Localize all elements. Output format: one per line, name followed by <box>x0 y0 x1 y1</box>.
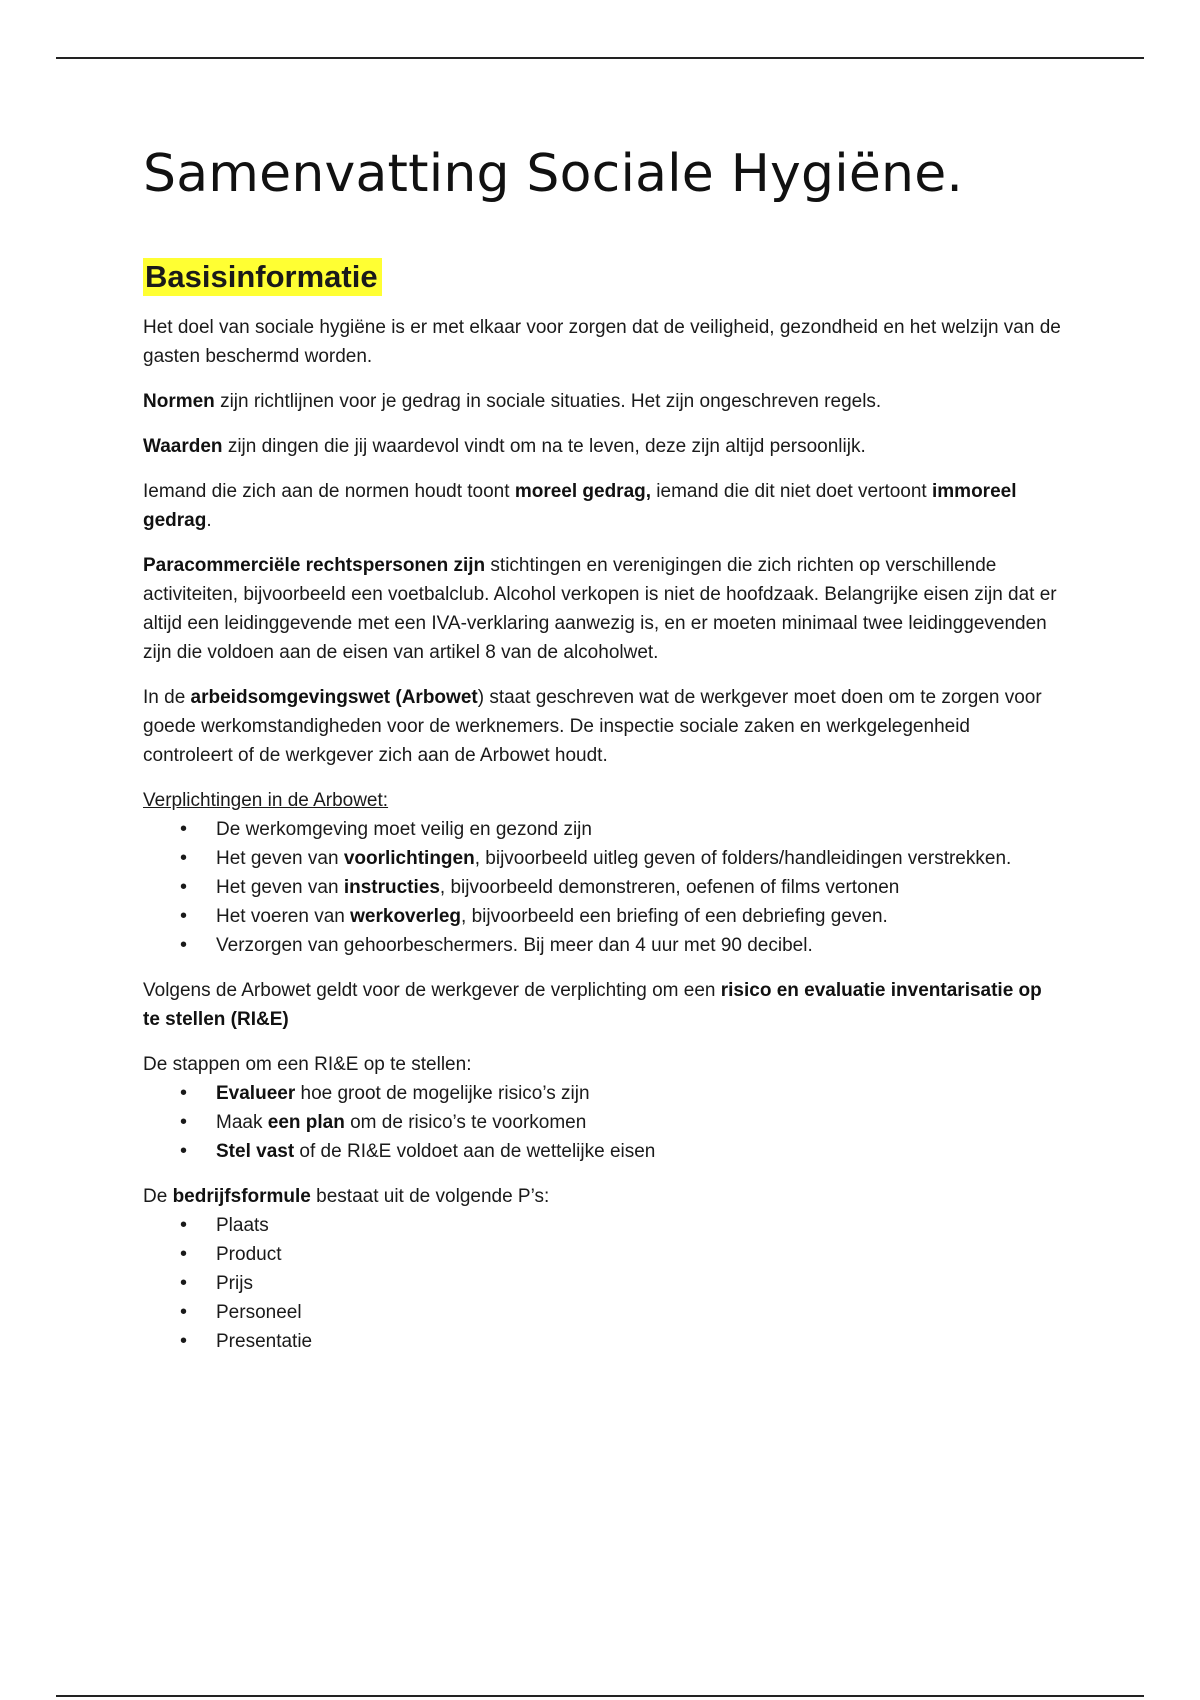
list-item-text: Maak <box>216 1111 268 1133</box>
list-item-text: , bijvoorbeeld een briefing of een debriefing geven. <box>461 905 888 927</box>
list-item-text: De werkomgeving moet veilig en gezond zijn <box>216 818 592 840</box>
term-bedrijfsformule: bedrijfsformule <box>172 1185 311 1207</box>
document-title: Samenvatting Sociale Hygiëne. <box>143 144 964 204</box>
list-item-bold: Stel vast <box>216 1140 295 1162</box>
paragraph-waarden <box>143 432 1063 461</box>
page-top-rule <box>56 57 1144 59</box>
list-item <box>143 1137 1063 1166</box>
list-item-text: Het geven van <box>216 847 344 869</box>
list-item-text: , bijvoorbeeld demonstreren, oefenen of films vertonen <box>439 876 900 898</box>
paracommercieel-text: stichtingen en verenigingen die zich richten op verschillende activiteiten, bijvoorbeeld een voetbalclub. Alcohol verkopen is niet de hoofdzaak. Belangrijke eisen zijn dat er altijd een leidinggevende met een IVA-verklaring aanwezig is, en er moeten minimaal twee leidinggevenden zijn die voldoen aan de eisen van artikel 8 van de alcoholwet. <box>143 554 1057 663</box>
list-item-bold: instructies <box>343 876 440 898</box>
waarden-text: zijn dingen die jij waardevol vindt om na te leven, deze zijn altijd persoonlijk. <box>222 435 866 457</box>
list-item-bold: Evalueer <box>216 1082 296 1104</box>
list-item <box>143 931 1063 960</box>
term-immoreel-gedrag: immoreel gedrag <box>143 480 1017 531</box>
paragraph-paracommercieel <box>143 551 1063 667</box>
rie-text: Volgens de Arbowet geldt voor de werkgever de verplichting om een <box>143 979 721 1001</box>
normen-text: zijn richtlijnen voor je gedrag in sociale situaties. Het zijn ongeschreven regels. <box>214 390 882 412</box>
list-item-text: Verzorgen van gehoorbeschermers. Bij meer dan 4 uur met 90 decibel. <box>216 934 813 956</box>
list-item: • Plaats <box>143 1211 1063 1240</box>
term-waarden: Waarden <box>143 435 223 457</box>
list-item-text: Het geven van <box>216 876 344 898</box>
highlighted-heading-text: Basisinformatie <box>143 258 382 296</box>
document-page <box>143 130 1063 1356</box>
list-item <box>143 815 1063 844</box>
gedrag-text-2: iemand die dit niet doet vertoont <box>651 480 932 502</box>
list-item <box>143 1079 1063 1108</box>
page-bottom-rule <box>56 1695 1144 1697</box>
bedrijfsformule-text-1: De <box>143 1185 173 1207</box>
verplichtingen-heading: Verplichtingen in de Arbowet: <box>143 789 389 811</box>
list-item-text: hoe groot de mogelijke risico’s zijn <box>295 1082 590 1104</box>
paragraph-normen <box>143 387 1063 416</box>
arbowet-text-1: In de <box>143 686 191 708</box>
list-item-bold: voorlichtingen <box>343 847 475 869</box>
list-item-text: , bijvoorbeeld uitleg geven of folders/handleidingen verstrekken. <box>474 847 1012 869</box>
term-normen: Normen <box>143 390 215 412</box>
bedrijfsformule-text-2: bestaat uit de volgende P’s: <box>310 1185 550 1207</box>
paragraph-intro: Het doel van sociale hygiëne is er met elkaar voor zorgen dat de veiligheid, gezondheid en het welzijn van de gasten beschermd worden. <box>143 316 1061 367</box>
list-item: • Personeel <box>143 1298 1063 1327</box>
term-paracommercieel: Paracommerciële rechtspersonen zijn <box>143 554 486 576</box>
list-item: • Product <box>143 1240 1063 1269</box>
list-item-bold: een plan <box>267 1111 345 1133</box>
paragraph-bedrijfsformule <box>143 1182 1063 1211</box>
list-item: • Prijs <box>143 1269 1063 1298</box>
section-heading-basisinformatie <box>143 258 1063 295</box>
list-item <box>143 873 1063 902</box>
paragraph-arbowet <box>143 683 1063 770</box>
list-item-text: of de RI&E voldoet aan de wettelijke eisen <box>294 1140 656 1162</box>
arbowet-text-2: ) staat geschreven wat de werkgever moet doen om te zorgen voor goede werkomstandigheden voor de werknemers. De inspectie sociale zaken en werkgelegenheid controleert of de werkgever zich aan de Arbowet houdt. <box>143 686 1042 766</box>
stappen-list <box>143 1079 1063 1166</box>
term-arbowet: arbeidsomgevingswet (Arbowet <box>190 686 478 708</box>
paragraph-verplichtingen-heading <box>143 786 1063 815</box>
list-item-text: Het voeren van <box>216 905 351 927</box>
gedrag-text-3: . <box>206 509 212 531</box>
term-rie: risico en evaluatie inventarisatie op te stellen (RI&E) <box>143 979 1042 1030</box>
list-item-bold: werkoverleg <box>350 905 462 927</box>
list-item <box>143 902 1063 931</box>
verplichtingen-list <box>143 815 1063 960</box>
list-item <box>143 844 1063 873</box>
paragraph-stappen-intro: De stappen om een RI&E op te stellen: <box>143 1053 472 1075</box>
paragraph-rie <box>143 976 1063 1034</box>
list-item: • Presentatie <box>143 1327 1063 1356</box>
ps-list <box>143 1211 1063 1356</box>
list-item <box>143 1108 1063 1137</box>
gedrag-text-1: Iemand die zich aan de normen houdt toont <box>143 480 515 502</box>
term-moreel-gedrag: moreel gedrag, <box>514 480 652 502</box>
paragraph-gedrag <box>143 477 1063 535</box>
list-item-text: om de risico’s te voorkomen <box>344 1111 587 1133</box>
